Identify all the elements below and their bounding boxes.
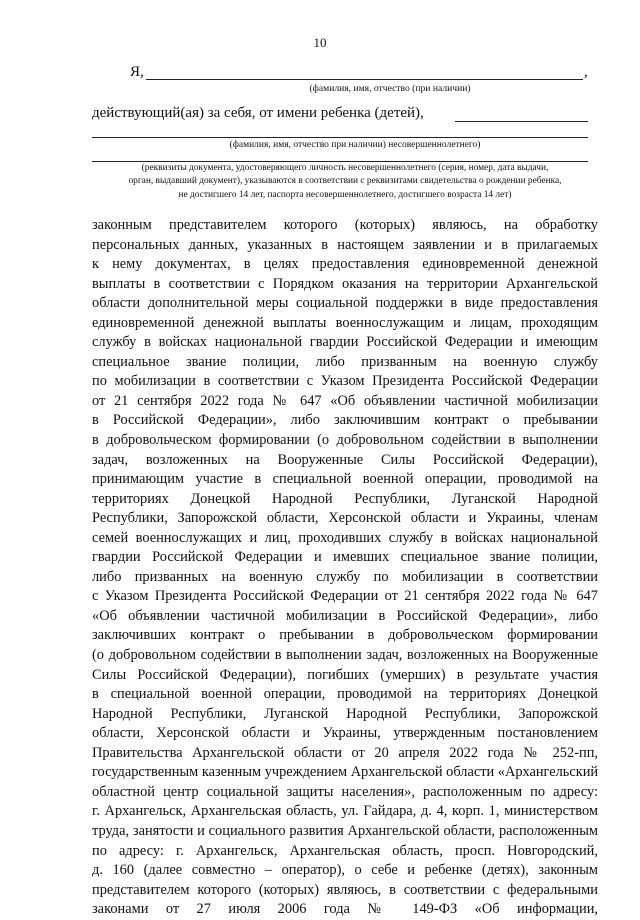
- child-name-field-line-1[interactable]: [455, 121, 588, 122]
- paragraph-line: Республики, Запорожской области, Херсонской области и Украины, членам: [92, 510, 598, 527]
- paragraph-line: представителем которого (которых) являюсь, в соответствии с федеральными: [92, 881, 598, 898]
- fio-field-line[interactable]: [146, 79, 583, 80]
- paragraph-line: г. Архангельск, Архангельская область, ул. Гайдара, д. 4, корп. 1, министерством: [92, 803, 598, 820]
- paragraph-line: по адресу: г. Архангельск, Архангельская область, просп. Новгородский,: [92, 842, 598, 859]
- paragraph-line: «Об объявлении частичной мобилизации в Российской Федерации», либо: [92, 607, 598, 624]
- paragraph-line: законами от 27 июля 2006 года № 149-ФЗ «Об информации,: [92, 901, 598, 918]
- paragraph-line: Народной Республики, Луганской Народной Республики, Запорожской: [92, 705, 598, 722]
- paragraph-line: выплаты в соответствии с Порядком оказания на территории Архангельской: [92, 275, 598, 292]
- paragraph-line: областной центр социальной защиты населения», расположенным по адресу:: [92, 783, 598, 800]
- paragraph-line: законным представителем которого (которых) являюсь, на обработку: [92, 217, 598, 233]
- paragraph-line: Правительства Архангельской области от 20 апреля 2022 года № 252-пп,: [92, 744, 598, 761]
- paragraph-line: гвардии Российской Федерации и имевших специальное звание полиции,: [92, 549, 598, 566]
- child-name-field-line-2[interactable]: [92, 137, 588, 138]
- paragraph-line: заключивших контракт о пребывании в добровольческом формировании: [92, 627, 598, 644]
- paragraph-line: территориях Донецкой Народной Республики, Луганской Народной: [92, 490, 598, 507]
- consent-paragraph: [92, 216, 598, 920]
- paragraph-line: к нему документах, в целях предоставления единовременной денежной: [92, 256, 598, 273]
- paragraph-line: по мобилизации в соответствии с Указом Президента Российской Федерации: [92, 373, 598, 390]
- child-doc-caption-line: не достигшего 14 лет, паспорта несовершеннолетнего, достигшего возраста 14 лет): [178, 189, 512, 200]
- page-number: 10: [313, 35, 327, 50]
- paragraph-line: либо призванных на военную службу по мобилизации в соответствии: [92, 568, 598, 585]
- paragraph-line: государственным казенным учреждением Архангельской области «Архангельский: [92, 764, 599, 781]
- paragraph-line: персональных данных, указанных в настоящем заявлении и в прилагаемых: [92, 236, 598, 253]
- paragraph-line: (о добровольном содействии в выполнении задач, возложенных на Вооруженные: [92, 647, 598, 664]
- paragraph-line: труда, занятости и социального развития Архангельской области, расположенным: [92, 822, 598, 839]
- paragraph-line: Силы Российской Федерации), погибших (умерших) в результате участия: [92, 666, 598, 683]
- child-doc-caption-line: (реквизиты документа, удостоверяющего личность несовершеннолетнего (серия, номер, дата выдачи,: [141, 163, 549, 173]
- paragraph-line: принимающим участие в специальной военной операции, проводимой на: [92, 471, 598, 488]
- paragraph-line: единовременной денежной выплаты военнослужащим и лицам, проходящим: [92, 314, 598, 331]
- paragraph-line: семей военнослужащих и лиц, проходивших службу в войсках национальной: [92, 529, 598, 546]
- paragraph-line: в Российской Федерации», либо заключившим контракт о пребывании: [92, 412, 598, 429]
- child-doc-caption-line: орган, выдавший документ), указываются в соответствии с реквизитами свидетельства о рождении ребенка,: [128, 176, 562, 187]
- child-doc-caption: [100, 162, 590, 202]
- child-name-caption: (фамилия, имя, отчество при наличии) несовершеннолетнего): [229, 140, 481, 150]
- paragraph-line: в добровольческом формировании (о добровольном содействии в выполнении: [92, 432, 598, 449]
- paragraph-line: от 21 сентября 2022 года № 647 «Об объявлении частичной мобилизации: [92, 392, 598, 409]
- ya-label: Я,: [130, 64, 144, 80]
- paragraph-line: в специальной военной операции, проводимой на территориях Донецкой: [92, 686, 598, 703]
- paragraph-line: области дополнительной меры социальной поддержки в виде предоставления: [92, 295, 598, 312]
- acting-label: действующий(ая) за себя, от имени ребенка (детей),: [92, 105, 424, 121]
- paragraph-line: д. 160 (далее совместно – оператор), о себе и ребенке (детях), законным: [92, 862, 598, 879]
- paragraph-line: задач, возложенных на Вооруженные Силы Российской Федерации),: [92, 451, 598, 468]
- paragraph-line: службу в войсках национальной гвардии Российской Федерации и имеющим: [92, 334, 598, 351]
- ya-end-comma: ,: [584, 64, 588, 80]
- paragraph-line: области, Херсонской области и Украины, утвержденным постановлением: [92, 725, 598, 742]
- paragraph-line: с Указом Президента Российской Федерации от 21 сентября 2022 года № 647: [92, 588, 598, 605]
- paragraph-line: специальное звание полиции, либо призванным на военную службу: [92, 353, 598, 370]
- fio-caption: (фамилия, имя, отчество (при наличии): [309, 83, 471, 94]
